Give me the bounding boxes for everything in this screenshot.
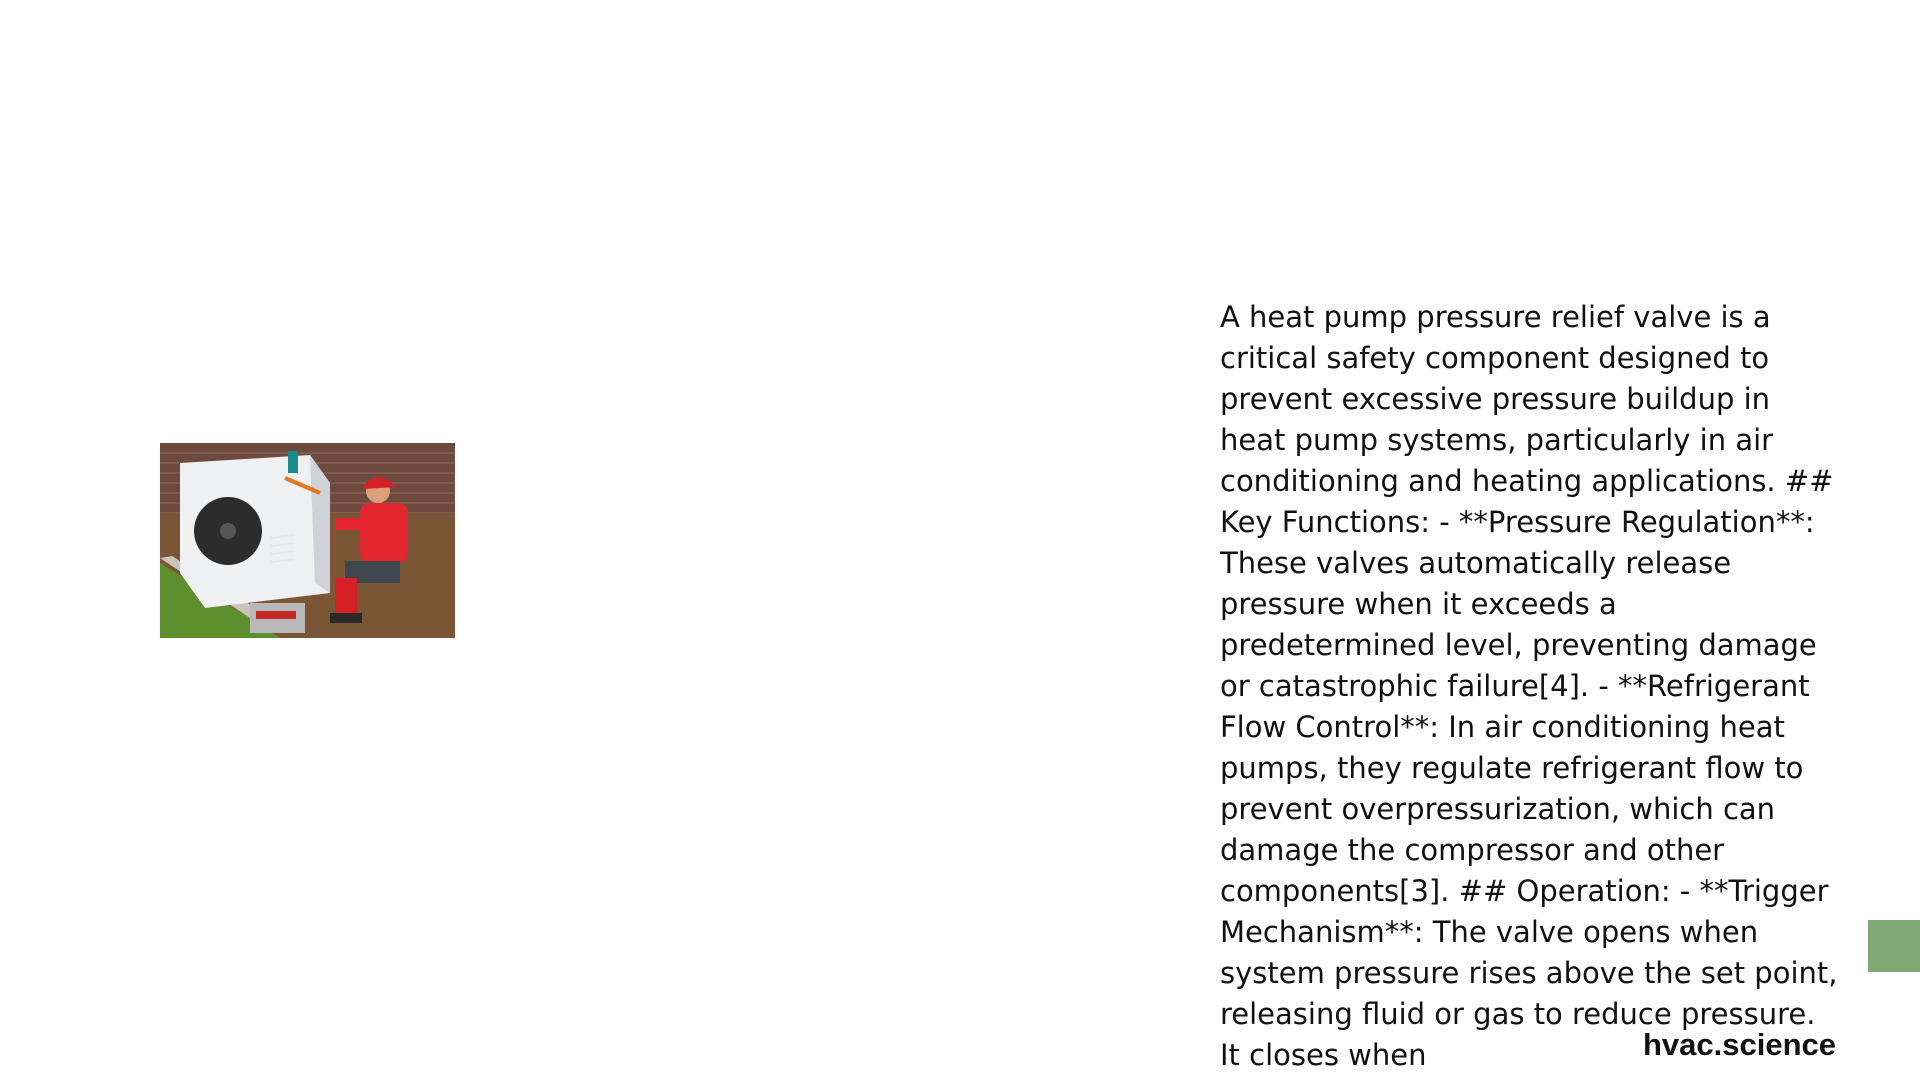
description-text: A heat pump pressure relief valve is a critical safety component designed to prevent excessive pressure buildup in heat pump systems, particularly in air conditioning and heating applications. ## Key Functions: - **Pressure Regulation**: These valves automatically release pressure when it exceeds a predetermined level, preventing damage or catastrophic failure[4]. - **Refrigerant Flow Control**: In air conditioning heat pumps, they regulate refrigerant flow to prevent overpressurization, which can damage the compressor and other components[3]. ## Operation: - **Trigger Mechanism**: The valve opens when system pressure rises above the set point, releasing fluid or gas to reduce pressure. It closes when [1220, 300, 1838, 1072]
technician-heat-pump-photo [160, 443, 455, 638]
accent-tab [1868, 920, 1920, 972]
photo-illustration [160, 443, 455, 638]
brand-watermark: hvac.science [1643, 1027, 1837, 1062]
